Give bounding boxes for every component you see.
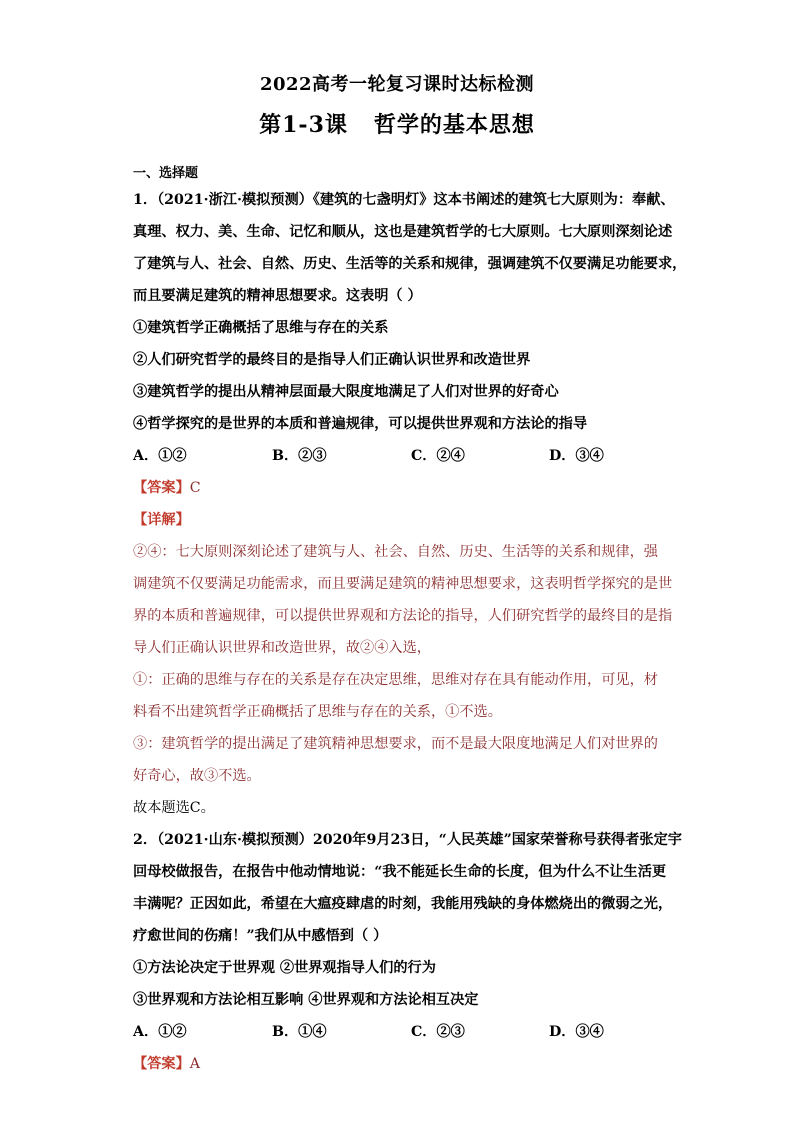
question-2-choices-2: ③世界观和方法论相互影响 ④世界观和方法论相互决定	[133, 992, 479, 1008]
detail-line-3: 界的本质和普遍规律，可以提供世界观和方法论的指导，人们研究哲学的最终目的是指	[133, 608, 673, 624]
question-1-option-a: A．①②	[133, 448, 187, 464]
question-1-choice-2: ②人们研究哲学的最终目的是指导人们正确认识世界和改造世界	[133, 352, 531, 368]
detail-line-8: 好奇心，故③不选。	[133, 768, 261, 784]
question-2-line-4: 疗愈世间的伤痛！”我们从中感悟到（ ）	[133, 928, 388, 944]
detail-line-1: ②④：七大原则深刻论述了建筑与人、社会、自然、历史、生活等的关系和规律，强	[133, 544, 658, 560]
question-2-option-d: D．③④	[549, 1024, 604, 1040]
question-1-line-1: 1．（2021·浙江·模拟预测）《建筑的七盏明灯》这本书阐述的建筑七大原则为：奉献、	[133, 192, 675, 208]
question-1-answer	[133, 478, 201, 498]
question-1-choice-3: ③建筑哲学的提出从精神层面最大限度地满足了人们对世界的好奇心	[133, 384, 559, 400]
detail-line-6: 料看不出建筑哲学正确概括了思维与存在的关系，①不选。	[133, 704, 502, 720]
question-2-option-c: C．②③	[411, 1024, 465, 1040]
detail-label: 【详解】	[133, 512, 190, 528]
detail-line-7: ③：建筑哲学的提出满足了建筑精神思想要求，而不是最大限度地满足人们对世界的	[133, 736, 658, 752]
question-1-line-3: 了建筑与人、社会、自然、历史、生活等的关系和规律，强调建筑不仅要满足功能要求，	[133, 256, 687, 272]
answer-label: 【答案】	[133, 1056, 190, 1072]
section-heading: 一、选择题	[133, 166, 199, 181]
question-1-option-b: B．②③	[272, 448, 327, 464]
answer-value: A	[189, 1056, 201, 1072]
question-2-option-a: A．①②	[133, 1024, 187, 1040]
answer-value: C	[189, 480, 201, 496]
detail-line-2: 调建筑不仅要满足功能需求，而且要满足建筑的精神思想要求，这表明哲学探究的是世	[133, 576, 673, 592]
question-1-line-4: 而且要满足建筑的精神思想要求。这表明（ ）	[133, 288, 422, 304]
question-1-choice-1: ①建筑哲学正确概括了思维与存在的关系	[133, 320, 389, 336]
question-1-conclusion: 故本题选C。	[133, 800, 215, 816]
question-1-option-c: C．②④	[411, 448, 465, 464]
question-1-option-d: D．③④	[549, 448, 604, 464]
document-title: 2022高考一轮复习课时达标检测	[259, 74, 535, 95]
question-1-line-2: 真理、权力、美、生命、记忆和顺从，这也是建筑哲学的七大原则。七大原则深刻论述	[133, 224, 673, 240]
question-2-line-1: 2．（2021·山东·模拟预测）2020年9月23日，“人民英雄”国家荣誉称号获得者张定宇	[133, 832, 682, 848]
question-2-line-3: 丰满呢？正因如此，希望在大瘟疫肆虐的时刻，我能用残缺的身体燃烧出的微弱之光，	[133, 896, 673, 912]
lesson-title: 第1-3课 哲学的基本思想	[259, 112, 535, 138]
question-2-answer	[133, 1054, 200, 1074]
detail-line-5: ①：正确的思维与存在的关系是存在决定思维，思维对存在具有能动作用，可见，材	[133, 672, 658, 688]
question-1-choice-4: ④哲学探究的是世界的本质和普遍规律，可以提供世界观和方法论的指导	[133, 416, 588, 432]
answer-label: 【答案】	[133, 480, 190, 496]
question-2-line-2: 回母校做报告，在报告中他动情地说：“我不能延长生命的长度，但为什么不让生活更	[133, 864, 667, 880]
question-2-option-b: B．①④	[272, 1024, 327, 1040]
question-2-choices-1: ①方法论决定于世界观 ②世界观指导人们的行为	[133, 960, 436, 976]
detail-line-4: 导人们正确认识世界和改造世界，故②④入选，	[133, 640, 431, 656]
